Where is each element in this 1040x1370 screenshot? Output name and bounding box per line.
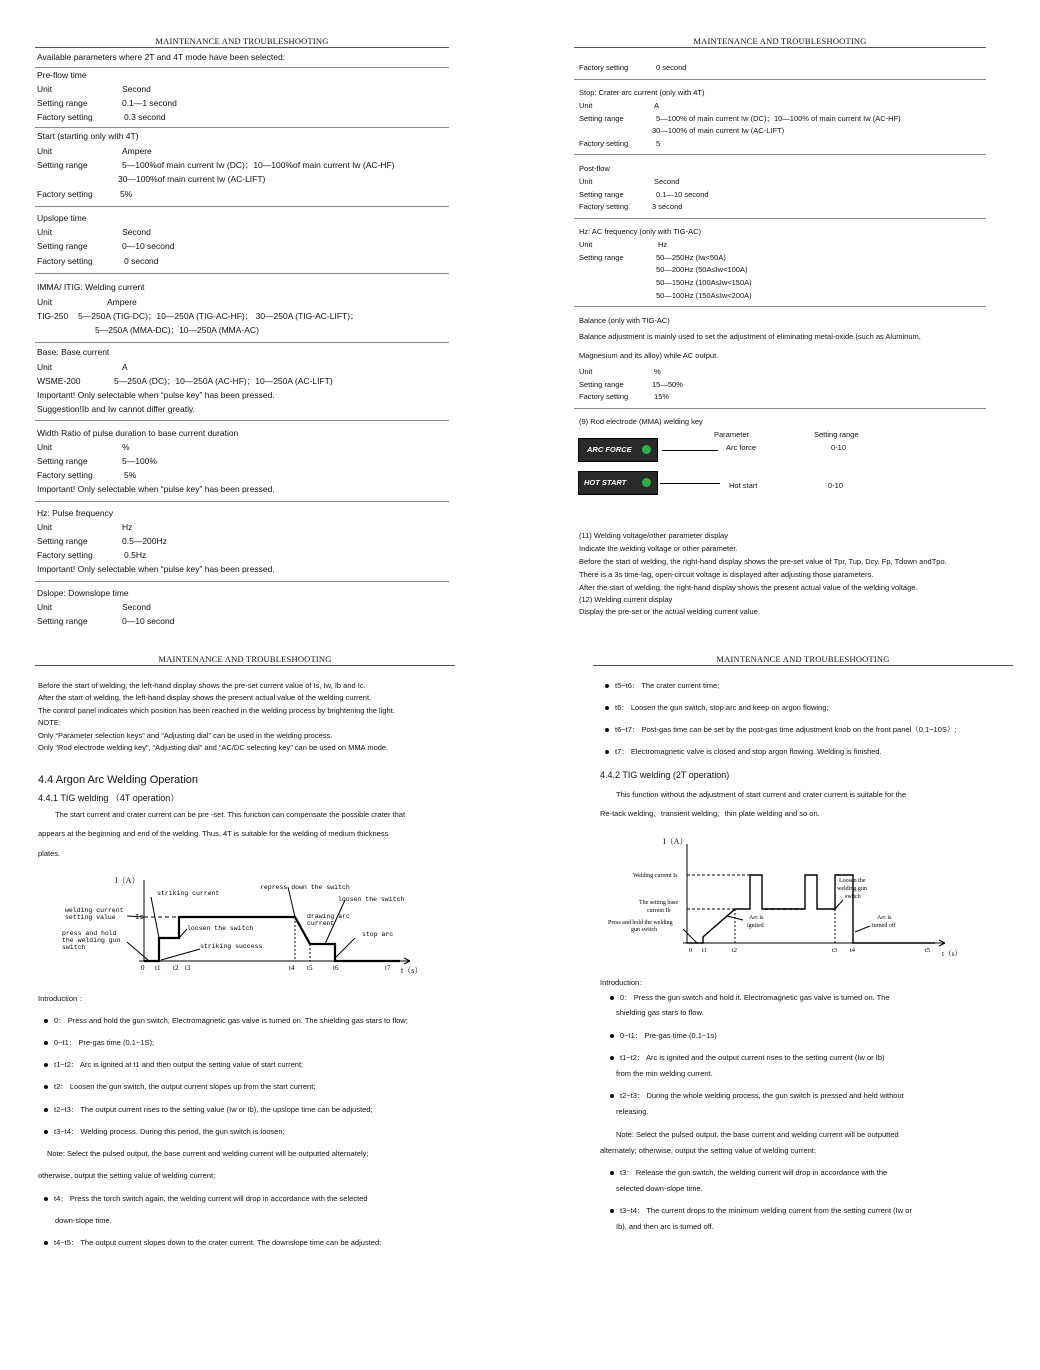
display-11-line-2: Before the start of welding, the right-hand display shows the pre-set value of Tpr, Tup, Dcy, Fp, Tdown andTpo. — [579, 557, 947, 566]
base-suggestion: Suggestion!Ib and Iw cannot differ greatly. — [37, 404, 195, 414]
tick-t3: t3 — [185, 964, 191, 972]
balance-factory: 15% — [654, 392, 670, 401]
balance-title: Balance (only with TIG-AC) — [579, 316, 670, 325]
leader-press — [683, 929, 697, 943]
label-is: Is — [135, 914, 144, 922]
width-unit-label: Unit — [37, 442, 53, 452]
start-unit: Ampere — [122, 146, 152, 156]
tick-t4: t4 — [850, 947, 856, 954]
q4-bullet: t5~t6： The crater current time; — [605, 680, 719, 691]
q3-line-5: Only “Parameter selection keys” and “Adjusting dial” can be used in the welding process. — [38, 731, 333, 740]
display-11-line-3: There is a 3s time-lag, open-circuit voltage is displayed after adjusting those parameters. — [579, 570, 874, 579]
base-unit-label: Unit — [37, 362, 53, 372]
stop-factory-label: Factory setting — [579, 139, 629, 148]
label-success: striking success — [200, 943, 263, 950]
base-range: 5—250A (DC)；10—250A (AC-HF)；10—250A (AC-LIFT) — [114, 376, 333, 386]
start-range-1: 5—100%of main current Iw (DC)；10—100%of main current Iw (AC-HF) — [122, 160, 395, 170]
balance-unit: % — [654, 367, 661, 376]
upslope-factory: 0 second — [124, 256, 159, 266]
stop-range-1: 5—100% of main current Iw (DC)；10—100% of main current Iw (AC-HF) — [656, 114, 901, 123]
imma-model: TIG-250 — [37, 311, 69, 321]
divider — [574, 154, 986, 155]
leader-ai — [727, 916, 743, 920]
label-stop-arc: stop arc — [362, 931, 394, 938]
bullet-icon — [44, 1197, 48, 1201]
q3-line-2: After the start of welding, the left-hand display shows the present actual value of the welding current. — [38, 693, 372, 702]
hot-start-name: Hot start — [729, 481, 758, 490]
label-sb-1: The setting base — [639, 900, 678, 906]
label-wcsv-2: setting value — [65, 914, 116, 921]
q3-bullet: t4~t5： The output current slopes down to the crater current. The downslope time can be adjusted; — [44, 1237, 381, 1248]
dslope-title: Dslope: Downslope time — [37, 588, 129, 598]
q3-bullet: 0： Press and hold the gun switch, Electromagnetic gas valve is turned on. The shielding gas stars to flow; — [44, 1015, 408, 1026]
q3-bullet: t2： Loosen the gun switch, the output current slopes up from the start current; — [44, 1081, 315, 1092]
bullet-icon — [605, 684, 609, 688]
leader-repress — [288, 887, 295, 917]
tick-t6: t6 — [333, 964, 339, 972]
q4-bullet: t7： Electromagnetic valve is closed and stop argon flowing. Welding is finished. — [605, 746, 882, 757]
start-factory: 5% — [120, 189, 133, 199]
base-model: WSME-200 — [37, 376, 81, 386]
x-axis-label: t（s） — [401, 966, 423, 975]
q4-bullet: t1~t2： Arc is ignited and the output current rises to the setting current (Iw or Ib) — [610, 1052, 885, 1063]
hzac-range-1: 50—250Hz (Iw<50A) — [656, 253, 726, 262]
tick-t1: t1 — [155, 964, 161, 972]
tick-t5: t5 — [925, 947, 931, 954]
q4-para-1b: Re-tack welding、transient welding、thin plate welding and so on. — [600, 809, 820, 818]
q3-note-1: Note: Select the pulsed output, the base current and welding current will be outputted alternately; — [47, 1149, 369, 1158]
stop-title: Stop: Crater arc current (only with 4T) — [579, 88, 705, 97]
display-11-line-1: Indicate the welding voltage or other parameter. — [579, 544, 738, 553]
imma-unit: Ampere — [107, 297, 137, 307]
q3-bullet: t2~t3： The output current rises to the setting value (Iw or Ib), the upslope time can be adjusted; — [44, 1104, 373, 1115]
label-ai-2: ignited — [747, 923, 764, 929]
label-sb-2: current Ib — [647, 908, 671, 914]
q3-line-6: Only “Rod electrode welding key”, “Adjusting dial” and “AC/DC selecting key” can be used on MMA mode. — [38, 743, 389, 752]
hz-title: Hz: Pulse frequency — [37, 508, 114, 518]
q3-para-1b: appears at the beginning and end of the welding. Thus, 4T is suitable for the welding of medium thickness — [38, 829, 389, 838]
q2-factory-label: Factory setting — [579, 63, 629, 72]
q3-para-1a: The start current and crater current can be pre -set. This function can compensate the possible crater that — [55, 810, 406, 819]
label-ai-1: Arc is — [749, 915, 764, 921]
hzac-range-2: 50—200Hz (50A≤Iw<100A) — [656, 265, 748, 274]
start-unit-label: Unit — [37, 146, 53, 156]
bullet-icon — [610, 1094, 614, 1098]
bullet-icon — [605, 728, 609, 732]
q4-bullet: 0~t1： Pre-gas time (0.1~1s) — [610, 1030, 717, 1041]
hzac-title: Hz: AC frequency (only with TIG-AC) — [579, 227, 701, 236]
divider — [574, 218, 986, 219]
q3-bullet: t3~t4： Welding process. During this period, the gun switch is loosen; — [44, 1126, 285, 1137]
balance-desc-1: Balance adjustment is mainly used to set the adjustment of eliminating metal-oxide (such as Aluminum, — [579, 332, 921, 341]
hot-start-key-label: HOT START — [584, 478, 627, 487]
4t-timing-diagram — [55, 872, 435, 977]
upslope-range-label: Setting range — [37, 241, 88, 251]
preflow-range-label: Setting range — [37, 98, 88, 108]
post-title: Post-flow — [579, 164, 610, 173]
heading-4-4-2: 4.4.2 TIG welding (2T operation) — [600, 770, 730, 780]
label-at-2: turned off — [872, 923, 896, 929]
q3-line-4: NOTE: — [38, 718, 61, 727]
bullet-icon — [44, 1085, 48, 1089]
hot-start-range: 0-10 — [828, 481, 844, 490]
tick-0: 0 — [689, 947, 693, 954]
dslope-unit-label: Unit — [37, 602, 53, 612]
hz-range-label: Setting range — [37, 536, 88, 546]
divider — [574, 79, 986, 80]
y-axis-label: I（A） — [115, 876, 140, 885]
stop-range-2: 30—100% of main current Iw (AC-LIFT) — [652, 126, 785, 135]
divider — [35, 501, 449, 502]
display-12-line-1: Display the pre-set or the actual welding current value. — [579, 607, 760, 616]
bullet-icon — [610, 996, 614, 1000]
label-at-1: Arc is — [877, 915, 892, 921]
balance-factory-label: Factory setting — [579, 392, 629, 401]
stop-unit-label: Unit — [579, 101, 593, 110]
tick-t5: t5 — [307, 964, 313, 972]
dslope-range-label: Setting range — [37, 616, 88, 626]
divider — [35, 206, 449, 207]
q4-bullet: t2~t3： During the whole welding process, the gun switch is pressed and held without — [610, 1090, 904, 1101]
stop-unit: A — [654, 101, 660, 110]
imma-unit-label: Unit — [37, 297, 53, 307]
bullet-icon — [44, 1130, 48, 1134]
hz-range: 0.5—200Hz — [122, 536, 167, 546]
balance-range-label: Setting range — [579, 380, 624, 389]
divider — [574, 408, 986, 409]
tick-t2: t2 — [173, 964, 179, 972]
dslope-unit: Second — [122, 602, 151, 612]
label-striking: striking current — [157, 890, 220, 897]
width-factory: 5% — [124, 470, 137, 480]
base-title: Base: Base current — [37, 347, 110, 357]
width-range-label: Setting range — [37, 456, 88, 466]
balance-range: 15—50% — [652, 380, 683, 389]
arc-force-name: Arc force — [726, 443, 757, 452]
params-intro: Available parameters where 2T and 4T mode have been selected: — [37, 52, 286, 62]
q3-bullet: 0~t1： Pre-gas time (0.1~1S); — [44, 1037, 154, 1048]
label-lo-2: welding gun — [837, 886, 867, 892]
leader-at — [855, 926, 870, 932]
display-11-title: (11) Welding voltage/other parameter display — [579, 531, 728, 540]
bullet-icon — [44, 1063, 48, 1067]
hzac-unit-label: Unit — [579, 240, 593, 249]
leader-drawing — [301, 928, 310, 944]
q4-para-1a: This function without the adjustment of start current and crater current is suitable for the — [616, 790, 907, 799]
upslope-title: Upslope time — [37, 213, 87, 223]
hzac-unit: Hz — [658, 240, 668, 249]
2t-timing-diagram — [605, 832, 975, 960]
divider — [35, 581, 449, 582]
rod-param-header: Parameter — [714, 430, 750, 439]
width-title: Width Ratio of pulse duration to base current duration — [37, 428, 239, 438]
start-range-2: 30—100%of main current Iw (AC-LIFT) — [118, 174, 266, 184]
start-title: Start (starting only with 4T) — [37, 131, 139, 141]
imma-range-1: 5—250A (TIG-DC)；10—250A (TIG-AC-HF)； 30—250A (TIG-AC-LIFT)； — [78, 311, 359, 321]
bullet-icon — [44, 1241, 48, 1245]
divider — [35, 420, 449, 421]
q4-bullet: t6： Loosen the gun switch, stop arc and keep on argon flowing; — [605, 702, 828, 713]
hzac-range-label: Setting range — [579, 253, 624, 262]
heading-4-4: 4.4 Argon Arc Welding Operation — [38, 774, 199, 786]
balance-unit-label: Unit — [579, 367, 593, 376]
arc-force-key-label: ARC FORCE — [587, 445, 632, 454]
width-unit: % — [122, 442, 130, 452]
q3-bullet-cont: down-slope time. — [55, 1216, 112, 1225]
balance-desc-2: Magnesium and its alloy) while AC output. — [579, 351, 719, 360]
hot-start-leader-line — [660, 483, 720, 484]
preflow-factory-label: Factory setting — [37, 112, 93, 122]
preflow-unit-label: Unit — [37, 84, 53, 94]
q2-factory-value: 0 second — [656, 63, 687, 72]
label-wci: Welding current Is — [633, 873, 678, 879]
preflow-range: 0.1—1 second — [122, 98, 177, 108]
leader-stop — [335, 938, 355, 958]
arc-force-led-icon — [642, 445, 651, 454]
preflow-title: Pre-flow time — [37, 70, 87, 80]
leader-loosen1 — [179, 929, 187, 938]
q4-bullet-cont: from the min welding current. — [616, 1069, 713, 1078]
display-12-title: (12) Welding current display — [579, 595, 673, 604]
bullet-icon — [44, 1019, 48, 1023]
tick-t1: t1 — [702, 947, 708, 954]
q4-bullet-cont: Ib), and then arc is turned off. — [616, 1222, 714, 1231]
label-loosen-2: loosen the switch — [338, 896, 405, 903]
width-range: 5—100% — [122, 456, 157, 466]
q4-bullet-cont: selected down-slope time. — [616, 1184, 703, 1193]
post-factory: 3 second — [652, 202, 683, 211]
upslope-range: 0—10 second — [122, 241, 175, 251]
bullet-icon — [44, 1108, 48, 1112]
heading-4-4-1: 4.4.1 TIG welding （4T operation） — [38, 793, 180, 803]
label-lo-3: switch — [845, 894, 861, 900]
bullet-icon — [605, 706, 609, 710]
bullet-icon — [610, 1056, 614, 1060]
q3-bullet: t4： Press the torch switch again, the welding current will drop in accordance with the selected — [44, 1193, 368, 1204]
start-factory-label: Factory setting — [37, 189, 93, 199]
bullet-icon — [44, 1041, 48, 1045]
divider — [35, 273, 449, 274]
q4-bullet: t3： Release the gun switch, the welding current will drop in accordance with the — [610, 1167, 887, 1178]
hzac-range-4: 50—100Hz (150A≤Iw<200A) — [656, 291, 752, 300]
section-header: MAINTENANCE AND TROUBLESHOOTING — [35, 654, 455, 666]
label-press-3: switch — [62, 944, 86, 951]
section-header: MAINTENANCE AND TROUBLESHOOTING — [574, 36, 986, 48]
section-header: MAINTENANCE AND TROUBLESHOOTING — [593, 654, 1013, 666]
q3-note-2: otherwise, output the setting value of welding current; — [38, 1171, 216, 1180]
divider — [35, 342, 449, 343]
dslope-range: 0—10 second — [122, 616, 175, 626]
imma-range-2: 5—250A (MMA-DC)；10—250A (MMA-AC) — [95, 325, 259, 335]
width-important: Important! Only selectable when “pulse key” has been pressed. — [37, 484, 275, 494]
q4-note-1: Note: Select the pulsed output, the base current and welding current will be outputted — [616, 1130, 899, 1139]
label-press-2: the welding gun — [62, 937, 121, 944]
hot-start-key[interactable] — [578, 471, 658, 495]
display-11-line-4: After the start of welding, the right-hand display shows the present actual value of the welding voltage. — [579, 583, 918, 592]
leader-success — [161, 949, 200, 960]
rod-title: (9) Rod electrode (MMA) welding key — [579, 417, 703, 426]
leader-press — [127, 942, 149, 961]
width-factory-label: Factory setting — [37, 470, 93, 480]
arc-force-key[interactable] — [578, 438, 658, 462]
section-header: MAINTENANCE AND TROUBLESHOOTING — [35, 36, 449, 48]
post-factory-label: Factory setting — [579, 202, 629, 211]
x-axis-label: t（s） — [942, 949, 963, 958]
tick-t4: t4 — [289, 964, 295, 972]
tick-t2: t2 — [732, 947, 738, 954]
y-axis-label: I（A） — [663, 837, 688, 846]
arc-force-range: 0-10 — [831, 443, 847, 452]
start-range-label: Setting range — [37, 160, 88, 170]
tick-0: 0 — [141, 964, 145, 972]
label-repress: repress down the switch — [260, 884, 350, 891]
upslope-unit: Second — [122, 227, 151, 237]
q4-bullet-cont: shielding gas stars to flow. — [616, 1008, 704, 1017]
hz-important: Important! Only selectable when “pulse key” has been pressed. — [37, 564, 275, 574]
label-ph-1: Press and hold the welding — [608, 920, 673, 926]
q3-intro-title: Introduction ： — [38, 994, 87, 1003]
label-drawing-1: drawing arc — [307, 913, 350, 920]
bullet-icon — [610, 1034, 614, 1038]
q3-bullet: t1~t2： Arc is ignited at t1 and then output the setting value of start current; — [44, 1059, 303, 1070]
bullet-icon — [610, 1209, 614, 1213]
upslope-unit-label: Unit — [37, 227, 53, 237]
post-unit-label: Unit — [579, 177, 593, 186]
tick-t3: t3 — [832, 947, 838, 954]
bullet-icon — [605, 750, 609, 754]
rod-range-header: Setting range — [814, 430, 859, 439]
tick-t7: t7 — [385, 964, 391, 972]
q4-intro-title: Introduction： — [600, 978, 647, 987]
hz-unit: Hz — [122, 522, 133, 532]
leader-lo — [835, 900, 843, 909]
label-wcsv-1: welding current — [65, 907, 124, 914]
label-ph-2: gun switch — [631, 927, 658, 933]
label-drawing-2: current — [307, 920, 335, 927]
base-unit: A — [122, 362, 128, 372]
q4-bullet: 0： Press the gun switch and hold it. Electromagnetic gas valve is turned on. The — [610, 992, 890, 1003]
label-press-1: press and hold — [62, 930, 117, 937]
q4-bullet: t6~t7： Post-gas time can be set by the post-gas time adjustment knob on the front panel（0.1~10S）; — [605, 724, 956, 735]
q3-line-3: The control panel indicates which position has been reached in the welding process by brightening the light. — [38, 706, 395, 715]
imma-title: IMMA/ ITIG: Welding current — [37, 282, 145, 292]
divider — [574, 306, 986, 307]
q3-para-1c: plates. — [38, 849, 61, 858]
preflow-unit: Second — [122, 84, 151, 94]
post-unit: Second — [654, 177, 680, 186]
bullet-icon — [610, 1171, 614, 1175]
arc-force-leader-line — [662, 450, 718, 451]
preflow-factory: 0.3 second — [124, 112, 166, 122]
q4-note-2: alternately; otherwise, output the setting value of welding current; — [600, 1146, 816, 1155]
stop-range-label: Setting range — [579, 114, 624, 123]
divider — [35, 127, 449, 128]
stop-factory: 5 — [656, 139, 661, 148]
hz-factory: 0.5Hz — [124, 550, 147, 560]
label-lo-1: Loosen the — [839, 878, 866, 884]
hz-factory-label: Factory setting — [37, 550, 93, 560]
divider — [35, 67, 449, 68]
upslope-factory-label: Factory setting — [37, 256, 93, 266]
hot-start-led-icon — [642, 478, 651, 487]
q4-bullet: t3~t4： The current drops to the minimum welding current from the setting current (Iw or — [610, 1205, 912, 1216]
q4-bullet-cont: releasing. — [616, 1107, 649, 1116]
q3-line-1: Before the start of welding, the left-hand display shows the pre-set current value of Is, Iw, Ib and Ic. — [38, 681, 366, 690]
post-range: 0.1—10 second — [656, 190, 709, 199]
post-range-label: Setting range — [579, 190, 624, 199]
hzac-range-3: 50—150Hz (100A≤Iw<150A) — [656, 278, 752, 287]
base-important: Important! Only selectable when “pulse key” has been pressed. — [37, 390, 275, 400]
label-loosen-1: loosen the switch — [187, 925, 254, 932]
hz-unit-label: Unit — [37, 522, 53, 532]
